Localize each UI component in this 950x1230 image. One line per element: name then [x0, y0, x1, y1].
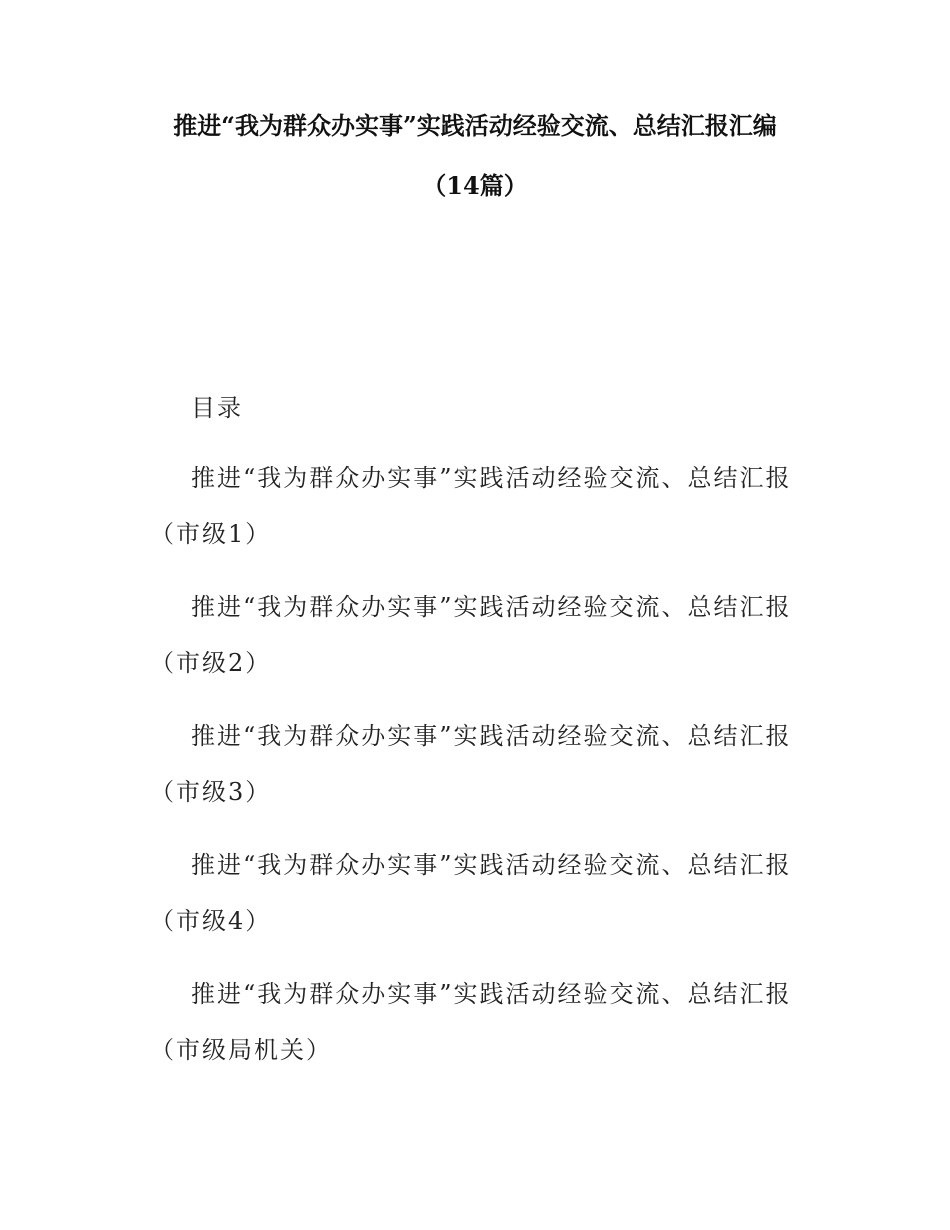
toc-entry-title: 推进“我为群众办实事”实践活动经验交流、总结汇报: [191, 593, 792, 621]
toc-heading: 目录: [191, 394, 243, 422]
document-title: 推进“我为群众办实事”实践活动经验交流、总结汇报汇编: [173, 111, 777, 140]
toc-entry-note: （市级局机关）: [150, 1036, 332, 1064]
toc-entry-title: 推进“我为群众办实事”实践活动经验交流、总结汇报: [191, 722, 792, 750]
document-title-count: （14篇）: [422, 171, 528, 200]
toc-entry-note: （市级4）: [150, 907, 272, 935]
toc-entry-title: 推进“我为群众办实事”实践活动经验交流、总结汇报: [191, 464, 792, 492]
toc-entry-title: 推进“我为群众办实事”实践活动经验交流、总结汇报: [191, 980, 792, 1008]
toc-entry-note: （市级2）: [150, 649, 272, 677]
toc-entry-note: （市级1）: [150, 520, 272, 548]
toc-entry-note: （市级3）: [150, 778, 272, 806]
toc-entry-title: 推进“我为群众办实事”实践活动经验交流、总结汇报: [191, 851, 792, 879]
